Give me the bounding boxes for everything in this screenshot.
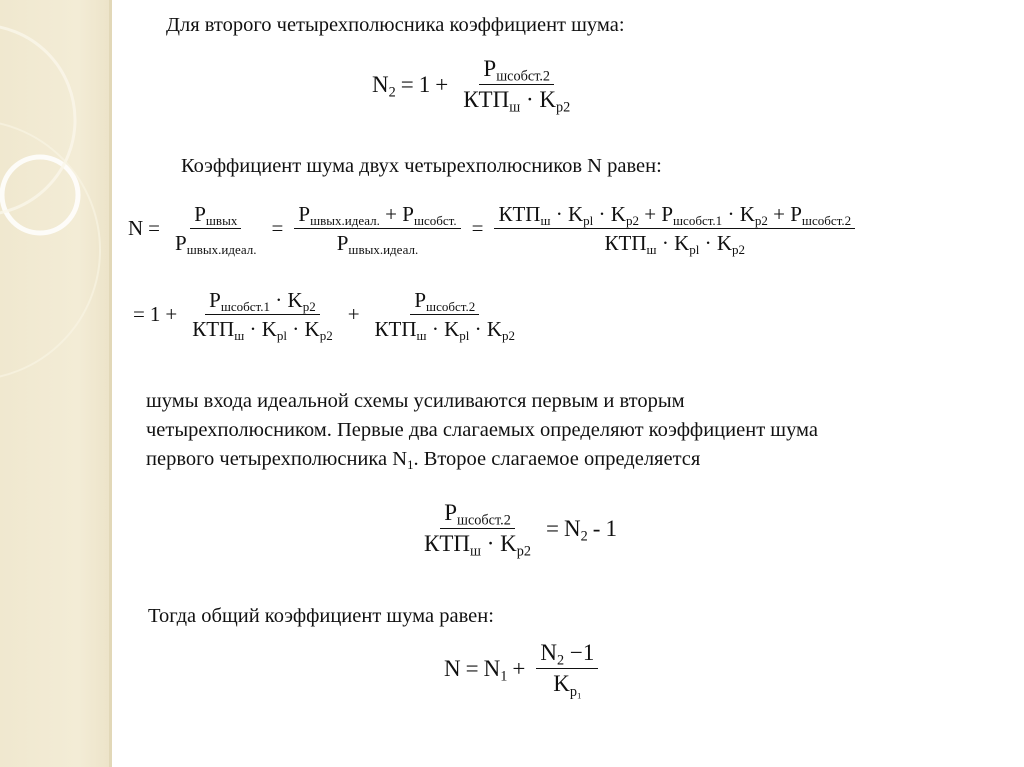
equals-sign: = (465, 655, 479, 681)
heading-total-noise: Тогда общий коэффициент шума равен: (148, 605, 494, 627)
paragraph-line: четырехполюсником. Первые два слагаемых определяют коэффициент шума (146, 419, 818, 441)
paragraph-line: первого четырехполюсника $N_1$. Второе слагаемое определяется (146, 448, 701, 472)
fraction: $\frac{P_{шсобст.2}}{КТП_ш \cdot K_{p2}}$ (463, 56, 571, 116)
plus-sign: + (347, 302, 360, 327)
heading-two-quadripoles: Коэффициент шума двух четырехполюсников N равен: (181, 155, 662, 177)
formula-total-n (444, 640, 604, 701)
plus-sign: + (435, 71, 449, 97)
symbol-n2: $N_2$ (564, 515, 588, 545)
symbol-n: N (444, 655, 461, 681)
formula-n-sum (128, 288, 525, 344)
fraction: $\frac{N_2 -1}{K_{p_1}}$ (536, 640, 598, 698)
decorative-circles-icon (0, 0, 112, 767)
fraction: $\frac{КТП_ш \cdot K_{pl} \cdot K_{p2} + P_{шсобст.1} \cdot K_{p2} + P_{шсобст.2}}{КТП_ш \cdot K_{pl} \cdot K_{p2}}$ (494, 202, 855, 255)
fraction: $\frac{P_{шсобст.2}}{КТП_ш \cdot K_{p2}}$ (424, 500, 532, 560)
decorative-sidebar (0, 0, 112, 767)
plus-sign: + (165, 302, 178, 327)
symbol-n: N (128, 216, 144, 241)
minus-sign: - (592, 515, 601, 541)
equals-sign: = (271, 216, 284, 241)
heading-second-quadripole: Для второго четырехполюсника коэффициент шума: (166, 14, 625, 36)
plus-sign: + (512, 655, 526, 681)
formula-n-expansion (128, 202, 861, 258)
number-one: 1 (149, 302, 161, 327)
fraction: $\frac{P_{швых}}{P_{швых.идеал.}}$ (175, 202, 257, 258)
symbol-n2: $N_2$ (372, 71, 396, 101)
formula-n2 (372, 56, 580, 114)
fraction: $\frac{P_{шсобст.1} \cdot K_{p2}}{КТП_ш \cdot K_{pl} \cdot K_{p2}}$ (192, 288, 333, 344)
number-one: 1 (418, 71, 431, 97)
equals-sign: = (471, 216, 484, 241)
equals-sign: = (546, 515, 560, 541)
formula-second-term (414, 500, 617, 558)
symbol-n1: $N_1$ (483, 655, 508, 685)
paragraph-line: шумы входа идеальной схемы усиливаются первым и вторым (146, 390, 685, 412)
equals-sign: = (400, 71, 414, 97)
fraction: $\frac{P_{шсобст.2}}{КТП_ш \cdot K_{pl} \cdot K_{p2}}$ (374, 288, 516, 344)
explanation-paragraph (146, 387, 846, 474)
fraction: $\frac{P_{швых.идеал.} + P_{шсобст.}}{P_{швых.идеал.}}$ (294, 202, 460, 255)
number-one: 1 (605, 515, 617, 541)
equals-sign: = (133, 302, 145, 327)
equals-sign: = (148, 216, 161, 241)
